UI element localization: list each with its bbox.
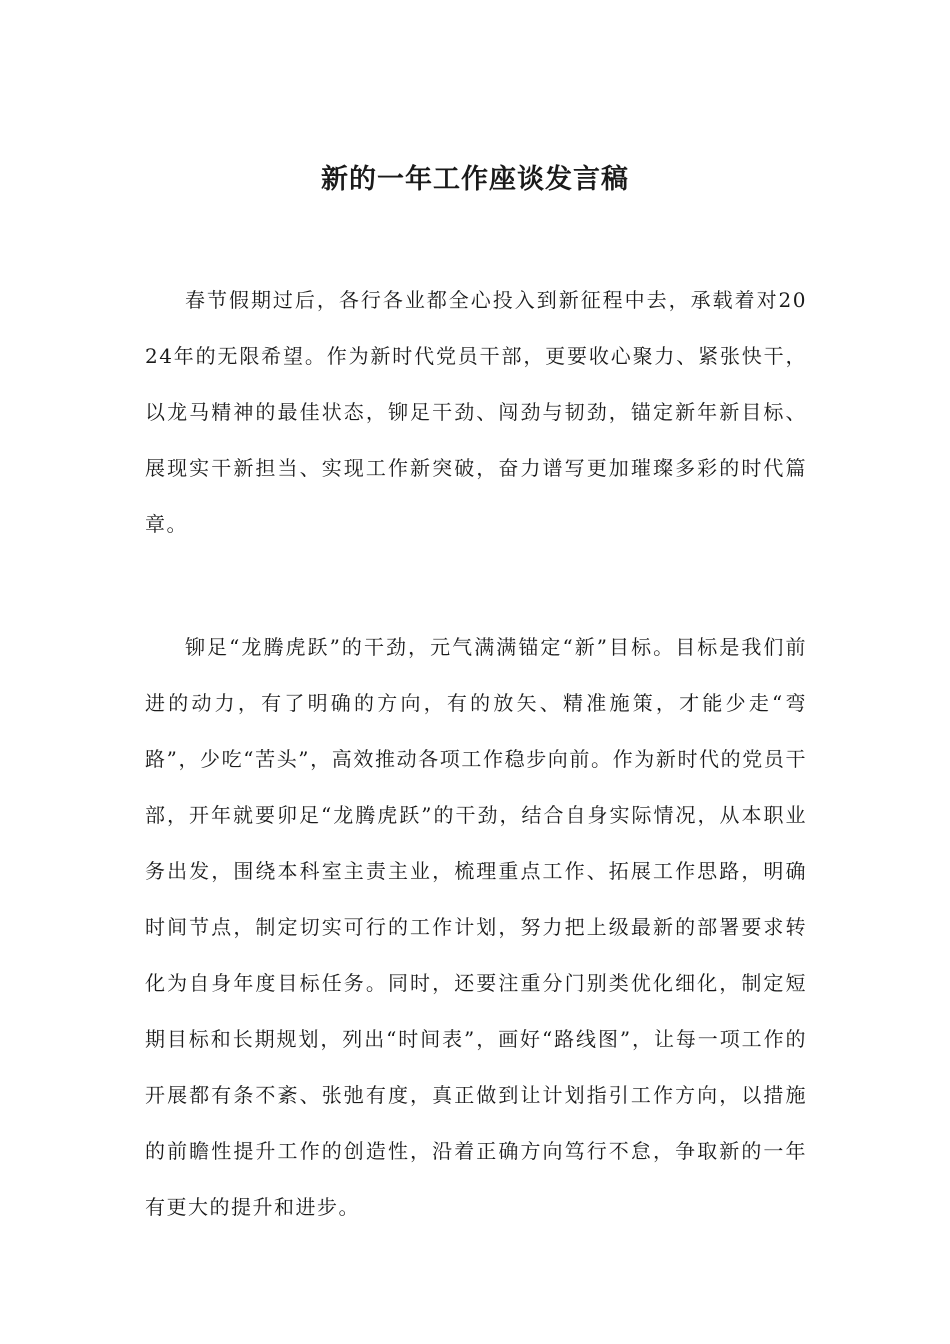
document-title: 新的一年工作座谈发言稿 xyxy=(321,164,629,195)
paragraph-intro: 春节假期过后，各行各业都全心投入到新征程中去，承载着对2024年的无限希望。作为新时代党员干部，更要收心聚力、紧张快干，以龙马精神的最佳状态，铆足干劲、闯劲与韧劲，锚定新年新目标、展现实干新担当、实现工作新突破，奋力谱写更加璀璨多彩的时代篇章。 xyxy=(145,288,807,536)
paragraph-goals: 铆足“龙腾虎跃”的干劲，元气满满锚定“新”目标。目标是我们前进的动力，有了明确的方向，有的放矢、精准施策，才能少走“弯路”，少吃“苦头”，高效推动各项工作稳步向前。作为新时代的党员干部，开年就要卯足“龙腾虎跃”的干劲，结合自身实际情况，从本职业务出发，围绕本科室主责主业，梳理重点工作、拓展工作思路，明确时间节点，制定切实可行的工作计划，努力把上级最新的部署要求转化为自身年度目标任务。同时，还要注重分门别类优化细化，制定短期目标和长期规划，列出“时间表”，画好“路线图”，让每一项工作的开展都有条不紊、张弛有度，真正做到让计划指引工作方向，以措施的前瞻性提升工作的创造性，沿着正确方向笃行不怠，争取新的一年有更大的提升和进步。 xyxy=(145,635,807,1219)
